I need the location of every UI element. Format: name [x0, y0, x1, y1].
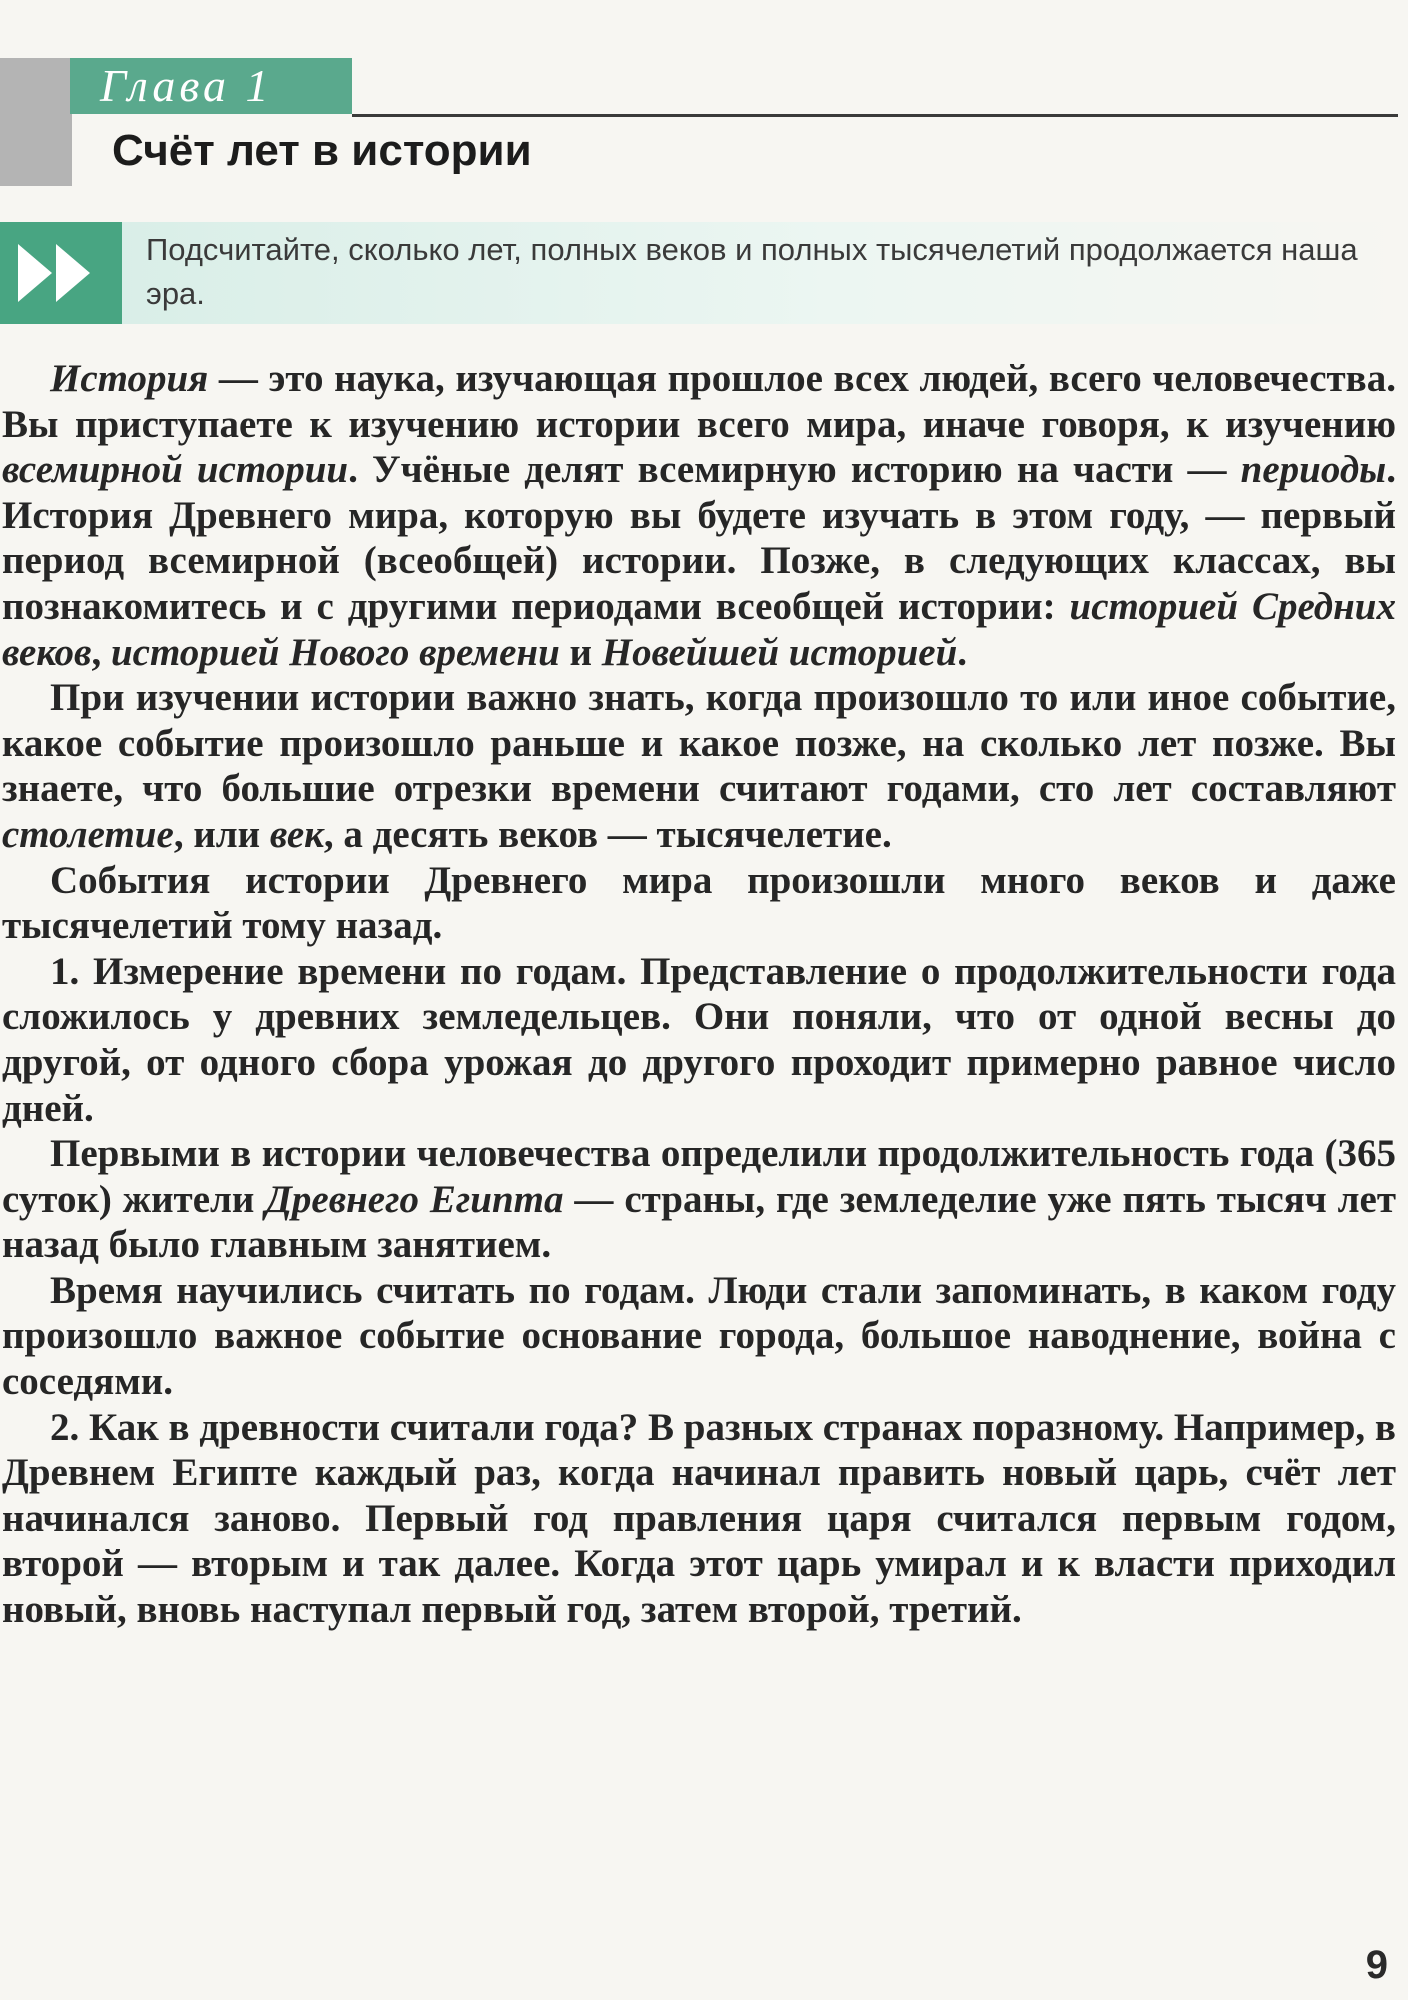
section-heading-2: 2. Как в древности считали года?: [50, 1405, 639, 1449]
chapter-label: Глава 1: [70, 58, 352, 114]
chapter-divider: [352, 114, 1398, 117]
term-middle-ages: историей Средних веков: [2, 584, 1396, 674]
term-periods: периоды: [1240, 448, 1387, 492]
term-century-vek: век: [269, 812, 324, 856]
paragraph-intro: История — это наука, изучающая прошлое всех людей, всего человечества. Вы приступаете к изучению истории всего мира, иначе говоря, к изучению всемирной истории. Учёные делят всемирную историю на части — периоды. История Древнего мира, которую вы будете изучать в этом году, — первый период всемирной (всеобщей) истории. Позже, в следующих классах, вы познакомитесь и с другими периодами всеобщей истории: историей Средних веков, историей Нового времени и Новейшей историей.: [2, 357, 1396, 674]
paragraph-time-units: При изучении истории важно знать, когда произошло то или иное событие, какое событие произошло раньше и какое позже, на сколько лет позже. Вы знаете, что большие отрезки времени считают годами, сто лет составляют столетие, или век, а десять веков — тысячелетие.: [2, 676, 1396, 856]
term-ancient-egypt: Древнего Египта: [265, 1177, 564, 1221]
page-title: Счёт лет в истории: [112, 126, 532, 175]
page-number: 9: [1365, 1943, 1388, 1987]
paragraph-egypt-year: Первыми в истории человечества определили продолжительность года (365 суток) жители Древнего Египта — страны, где земледелие уже пять тысяч лет назад было главным занятием.: [2, 1132, 1397, 1267]
task-text: Подсчитайте, сколько лет, полных веков и полных тысячелетий продолжается наша эра.: [146, 232, 1358, 311]
term-century-stoletie: столетие: [2, 812, 174, 856]
paragraph-section-1: 1. Измерение времени по годам. Представление о продолжительности года сложилось у древних земледельцев. Они поняли, что от одной весны до другой, от одного сбора урожая до другого проходит примерно равное число дней.: [2, 949, 1396, 1130]
chapter-side-tab: [0, 58, 72, 186]
section-heading-1: 1. Измерение времени по годам.: [50, 949, 627, 993]
term-history: История: [50, 357, 209, 400]
term-world-history: всемирной истории: [2, 448, 349, 492]
double-arrow-forward-icon: [0, 222, 122, 324]
body-text: [2, 356, 1396, 1633]
paragraph-section-2: 2. Как в древности считали года? В разных странах поразному. Например, в Древнем Египте каждый раз, когда начинал править новый царь, счёт лет начинался заново. Первый год правления царя считался первым годом, второй — вторым и так далее. Когда этот царь умирал и к власти приходил новый, вновь наступал первый год, затем второй, третий.: [2, 1405, 1396, 1632]
paragraph-counting-years: Время научились считать по годам. Люди стали запоминать, в каком году произошло важное событие основание города, большое наводнение, война с соседями.: [2, 1268, 1396, 1404]
paragraph-ancient-events: События истории Древнего мира произошли много веков и даже тысячелетий тому назад.: [2, 858, 1396, 948]
term-contemporary-history: Новейшей историей: [601, 630, 958, 674]
term-modern-times: историей Нового времени: [110, 630, 560, 674]
